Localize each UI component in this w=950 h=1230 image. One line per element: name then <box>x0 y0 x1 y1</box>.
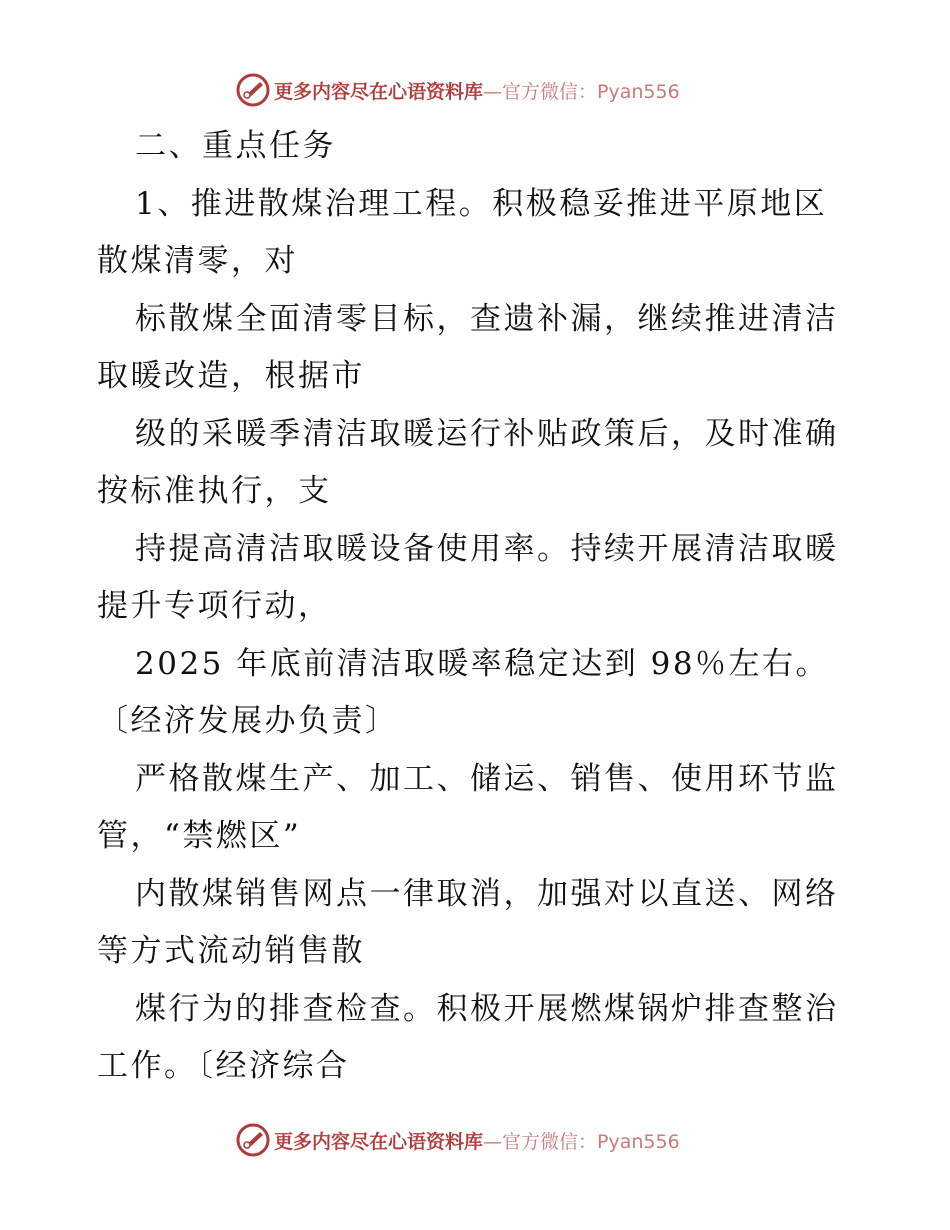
paragraph-line: 2025 年底前清洁取暖率稳定达到 98％左右。 <box>135 645 830 682</box>
document-body <box>97 118 857 1096</box>
watermark-suffix-text: —官方微信：Pyan556 <box>483 1130 680 1153</box>
paragraph-line: 按标准执行，支 <box>97 473 332 509</box>
paragraph-line: 1、推进散煤治理工程。积极稳妥推进平原地区 <box>135 185 828 222</box>
paragraph-line: 等方式流动销售散 <box>97 933 365 969</box>
quill-logo-icon <box>236 73 270 107</box>
quill-logo-icon <box>236 1123 270 1157</box>
paragraph-line: 内散煤销售网点一律取消，加强对以直送、网络 <box>135 875 839 912</box>
paragraph-line: 取暖改造，根据市 <box>97 358 365 394</box>
paragraph-line: 持提高清洁取暖设备使用率。持续开展清洁取暖 <box>135 530 839 567</box>
paragraph-line: 级的采暖季清洁取暖运行补贴政策后，及时准确 <box>135 415 839 452</box>
header-watermark <box>236 73 680 107</box>
watermark-main-text: 更多内容尽在心语资料库 <box>274 1130 484 1153</box>
paragraph-line: 煤行为的排查检查。积极开展燃煤锅炉排查整治 <box>135 990 839 1027</box>
paragraph-line: 标散煤全面清零目标，查遗补漏，继续推进清洁 <box>135 300 839 337</box>
paragraph-line: 〔经济发展办负责〕 <box>97 703 399 739</box>
paragraph-line: 提升专项行动， <box>97 588 332 624</box>
paragraph-line: 管，“禁燃区” <box>97 818 302 854</box>
paragraph-line: 工作。〔经济综合 <box>97 1048 350 1084</box>
watermark-suffix-text: —官方微信：Pyan556 <box>483 80 680 103</box>
paragraph-line: 严格散煤生产、加工、储运、销售、使用环节监 <box>135 760 839 797</box>
paragraph-line: 散煤清零，对 <box>97 243 298 279</box>
section-heading: 二、重点任务 <box>135 128 336 164</box>
footer-watermark <box>236 1123 680 1157</box>
watermark-main-text: 更多内容尽在心语资料库 <box>274 80 484 103</box>
